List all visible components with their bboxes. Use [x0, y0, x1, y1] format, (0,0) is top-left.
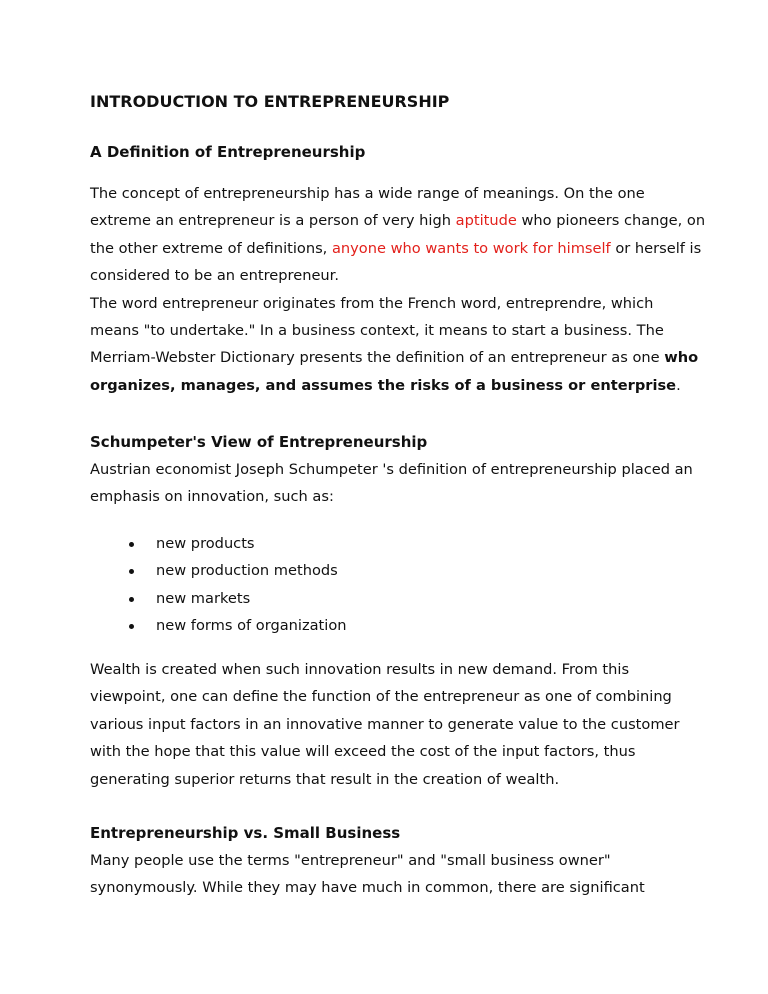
text-line: The word entrepreneur originates from the French word, entreprendre, which [90, 294, 654, 312]
text-line: Wealth is created when such innovation results in new demand. From this [90, 661, 630, 678]
text-line: considered to be an entrepreneur. [90, 267, 339, 285]
list-item: new markets [90, 585, 740, 612]
highlighted-term-aptitude: aptitude [455, 212, 517, 230]
bullet-icon [129, 569, 134, 574]
bullet-icon [129, 542, 134, 547]
innovation-bullet-list [90, 530, 740, 639]
text-line: generating superior returns that result in the creation of wealth. [90, 770, 560, 788]
wealth-paragraph [90, 656, 740, 793]
bold-text: organizes, manages, and assumes the risks of a business or enterprise [90, 376, 677, 394]
text-line: The concept of entrepreneurship has a wide range of meanings. On the one [90, 185, 645, 202]
list-item: new products [90, 530, 740, 557]
text-line: the other extreme of definitions, anyone who wants to work for himself or herself is [90, 239, 702, 257]
text-line: Merriam-Webster Dictionary presents the definition of an entrepreneur as one who [90, 349, 699, 367]
bold-text: who [664, 349, 699, 367]
list-item: new forms of organization [90, 612, 740, 639]
text-line: extreme an entrepreneur is a person of very high aptitude who pioneers change, on [90, 212, 706, 230]
text-line: with the hope that this value will exceed the cost of the input factors, thus [90, 743, 636, 761]
text-line: organizes, manages, and assumes the risks of a business or enterprise. [90, 376, 681, 394]
section-heading-definition: A Definition of Entrepreneurship [90, 143, 366, 161]
text-line: emphasis on innovation, such as: [90, 488, 334, 506]
bullet-icon [129, 624, 134, 629]
text-line: synonymously. While they may have much in common, there are significant [90, 879, 645, 897]
text-line: Many people use the terms "entrepreneur" and "small business owner" [90, 852, 611, 869]
bullet-icon [129, 597, 134, 602]
definition-paragraph [90, 180, 740, 399]
document-title: INTRODUCTION TO ENTREPRENEURSHIP [90, 92, 450, 111]
list-item: new production methods [90, 557, 740, 584]
section-heading-small-business: Entrepreneurship vs. Small Business [90, 824, 401, 842]
small-business-paragraph [90, 847, 740, 902]
highlighted-phrase-work-for-himself: anyone who wants to work for himself [331, 239, 611, 257]
text-line: viewpoint, one can define the function of the entrepreneur as one of combining [90, 688, 672, 706]
schumpeter-paragraph [90, 456, 740, 511]
section-heading-schumpeter: Schumpeter's View of Entrepreneurship [90, 433, 428, 451]
text-line: Austrian economist Joseph Schumpeter 's definition of entrepreneurship placed an [90, 461, 693, 478]
text-line: means "to undertake." In a business context, it means to start a business. The [90, 321, 664, 339]
text-line: various input factors in an innovative manner to generate value to the customer [90, 715, 680, 733]
